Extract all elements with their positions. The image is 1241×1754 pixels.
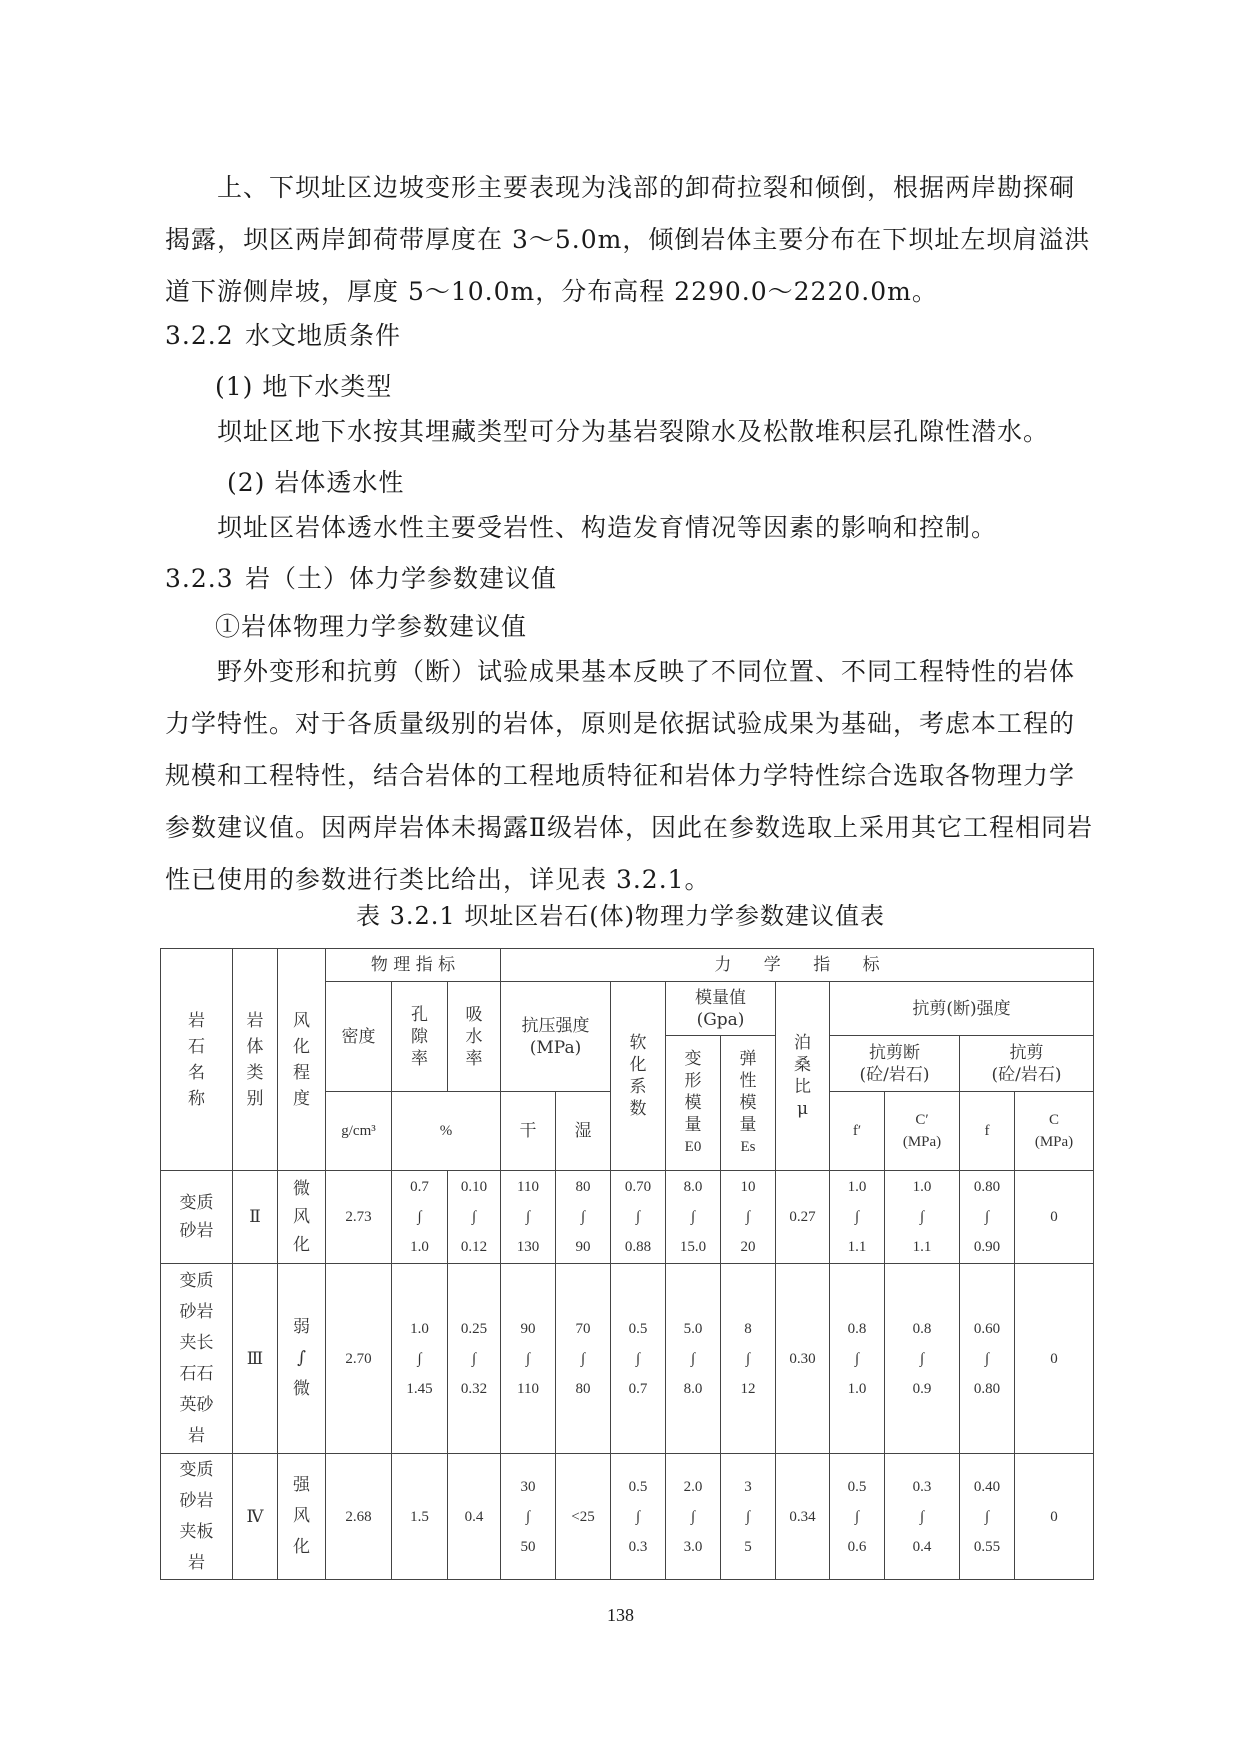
table-caption: 表 3.2.1 坝址区岩石(体)物理力学参数建议值表 — [355, 902, 886, 930]
cell-absorption: 0.25 ∫ 0.32 — [448, 1264, 501, 1454]
cell-e0: 5.0 ∫ 8.0 — [666, 1264, 721, 1454]
cell-c-prime: 1.0 ∫ 1.1 — [885, 1171, 960, 1264]
cell-es: 10 ∫ 20 — [721, 1171, 776, 1264]
cell-rock-class: Ⅱ — [233, 1171, 278, 1264]
cell-f: 0.40 ∫ 0.55 — [960, 1454, 1015, 1580]
header-mechanical-indices: 力 学 指 标 — [501, 949, 1094, 982]
heading-number: 3.2.3 — [165, 564, 234, 593]
header-shear-strength: 抗剪(断)强度 — [830, 982, 1094, 1036]
cell-f-prime: 0.8 ∫ 1.0 — [830, 1264, 885, 1454]
cell-f-prime: 0.5 ∫ 0.6 — [830, 1454, 885, 1580]
table-row — [161, 1171, 1094, 1264]
table-row — [161, 1454, 1094, 1580]
subheading-permeability: (2) 岩体透水性 — [227, 468, 405, 497]
cell-density: 2.70 — [326, 1264, 392, 1454]
paragraph-test-results: 野外变形和抗剪（断）试验成果基本反映了不同位置、不同工程特性的岩体力学特性。对于各质量级别的岩体，原则是依据试验成果为基础，考虑本工程的规模和工程特性，结合岩体的工程地质特征和岩体力学特性综合选取各物理力学参数建议值。因两岸岩体未揭露Ⅱ级岩体，因此在参数选取上采用其它工程相同岩性已使用的参数进行类比给出，详见表 3.2.1。 — [165, 657, 1093, 894]
header-elastic-modulus: 弹 性 模 量 Es — [721, 1036, 776, 1171]
header-f: f — [960, 1092, 1015, 1171]
header-row-1 — [161, 949, 1094, 982]
heading-3-2-3 — [165, 559, 557, 595]
cell-f: 0.80 ∫ 0.90 — [960, 1171, 1015, 1264]
header-c: C (MPa) — [1015, 1092, 1094, 1171]
header-poisson: 泊 桑 比 μ — [776, 982, 830, 1171]
cell-porosity: 0.7 ∫ 1.0 — [392, 1171, 448, 1264]
cell-porosity: 1.5 — [392, 1454, 448, 1580]
paragraph-permeability: 坝址区岩体透水性主要受岩性、构造发育情况等因素的影响和控制。 — [217, 513, 998, 542]
header-f-prime: f′ — [830, 1092, 885, 1171]
header-wet: 湿 — [556, 1092, 611, 1171]
header-shear-break: 抗剪断 (砼/岩石) — [830, 1036, 960, 1092]
cell-rock-name: 变质 砂岩 夹长 石石 英砂 岩 — [161, 1264, 233, 1454]
cell-e0: 8.0 ∫ 15.0 — [666, 1171, 721, 1264]
cell-porosity: 1.0 ∫ 1.45 — [392, 1264, 448, 1454]
header-physical-indices: 物 理 指 标 — [326, 949, 501, 982]
cell-wet: 70 ∫ 80 — [556, 1264, 611, 1454]
cell-f-prime: 1.0 ∫ 1.1 — [830, 1171, 885, 1264]
cell-weathering: 微 风 化 — [278, 1171, 326, 1264]
cell-c-prime: 0.8 ∫ 0.9 — [885, 1264, 960, 1454]
rock-parameter-table — [160, 948, 1094, 1580]
header-weathering: 风 化 程 度 — [278, 949, 326, 1171]
cell-rock-class: Ⅳ — [233, 1454, 278, 1580]
subheading-rock-params: ①岩体物理力学参数建议值 — [215, 612, 528, 641]
header-modulus: 模量值 (Gpa) — [666, 982, 776, 1036]
cell-es: 8 ∫ 12 — [721, 1264, 776, 1454]
heading-number: 3.2.2 — [165, 321, 234, 350]
cell-absorption: 0.4 — [448, 1454, 501, 1580]
cell-poisson: 0.27 — [776, 1171, 830, 1264]
paragraph-slope-deformation: 上、下坝址区边坡变形主要表现为浅部的卸荷拉裂和倾倒，根据两岸勘探硐揭露，坝区两岸卸荷带厚度在 3～5.0m，倾倒岩体主要分布在下坝址左坝肩溢洪道下游侧岸坡，厚度 5～10.0m，分布高程 2290.0～2220.0m。 — [165, 173, 1091, 306]
header-rock-name: 岩 石 名 称 — [161, 949, 233, 1171]
heading-3-2-2 — [165, 316, 401, 352]
cell-density: 2.68 — [326, 1454, 392, 1580]
paragraph-groundwater: 坝址区地下水按其埋藏类型可分为基岩裂隙水及松散堆积层孔隙性潜水。 — [217, 417, 1050, 446]
cell-wet: <25 — [556, 1454, 611, 1580]
header-compressive-strength: 抗压强度 (MPa) — [501, 982, 611, 1092]
cell-absorption: 0.10 ∫ 0.12 — [448, 1171, 501, 1264]
cell-c: 0 — [1015, 1454, 1094, 1580]
header-density-unit: g/cm³ — [326, 1092, 392, 1171]
cell-density: 2.73 — [326, 1171, 392, 1264]
heading-title: 岩（土）体力学参数建议值 — [245, 564, 558, 593]
header-rock-class: 岩 体 类 别 — [233, 949, 278, 1171]
cell-f: 0.60 ∫ 0.80 — [960, 1264, 1015, 1454]
header-absorption: 吸 水 率 — [448, 982, 501, 1092]
header-softening: 软 化 系 数 — [611, 982, 666, 1171]
header-percent-unit: % — [392, 1092, 501, 1171]
cell-c: 0 — [1015, 1264, 1094, 1454]
header-deformation-modulus: 变 形 模 量 E0 — [666, 1036, 721, 1171]
cell-rock-name: 变质 砂岩 — [161, 1171, 233, 1264]
cell-c-prime: 0.3 ∫ 0.4 — [885, 1454, 960, 1580]
cell-rock-class: Ⅲ — [233, 1264, 278, 1454]
cell-e0: 2.0 ∫ 3.0 — [666, 1454, 721, 1580]
cell-softening: 0.70 ∫ 0.88 — [611, 1171, 666, 1264]
header-c-prime: C′ (MPa) — [885, 1092, 960, 1171]
header-dry: 干 — [501, 1092, 556, 1171]
cell-dry: 110 ∫ 130 — [501, 1171, 556, 1264]
cell-c: 0 — [1015, 1171, 1094, 1264]
cell-softening: 0.5 ∫ 0.7 — [611, 1264, 666, 1454]
cell-wet: 80 ∫ 90 — [556, 1171, 611, 1264]
header-porosity: 孔 隙 率 — [392, 982, 448, 1092]
cell-softening: 0.5 ∫ 0.3 — [611, 1454, 666, 1580]
cell-rock-name: 变质 砂岩 夹板 岩 — [161, 1454, 233, 1580]
cell-dry: 30 ∫ 50 — [501, 1454, 556, 1580]
header-shear-plain: 抗剪 (砼/岩石) — [960, 1036, 1094, 1092]
cell-weathering: 强 风 化 — [278, 1454, 326, 1580]
page-number: 138 — [607, 1605, 634, 1625]
cell-weathering: 弱 ∫ 微 — [278, 1264, 326, 1454]
cell-dry: 90 ∫ 110 — [501, 1264, 556, 1454]
subheading-groundwater-type: (1) 地下水类型 — [215, 372, 393, 401]
header-density: 密度 — [326, 982, 392, 1092]
table-row — [161, 1264, 1094, 1454]
cell-poisson: 0.34 — [776, 1454, 830, 1580]
cell-es: 3 ∫ 5 — [721, 1454, 776, 1580]
heading-title: 水文地质条件 — [245, 321, 402, 350]
cell-poisson: 0.30 — [776, 1264, 830, 1454]
